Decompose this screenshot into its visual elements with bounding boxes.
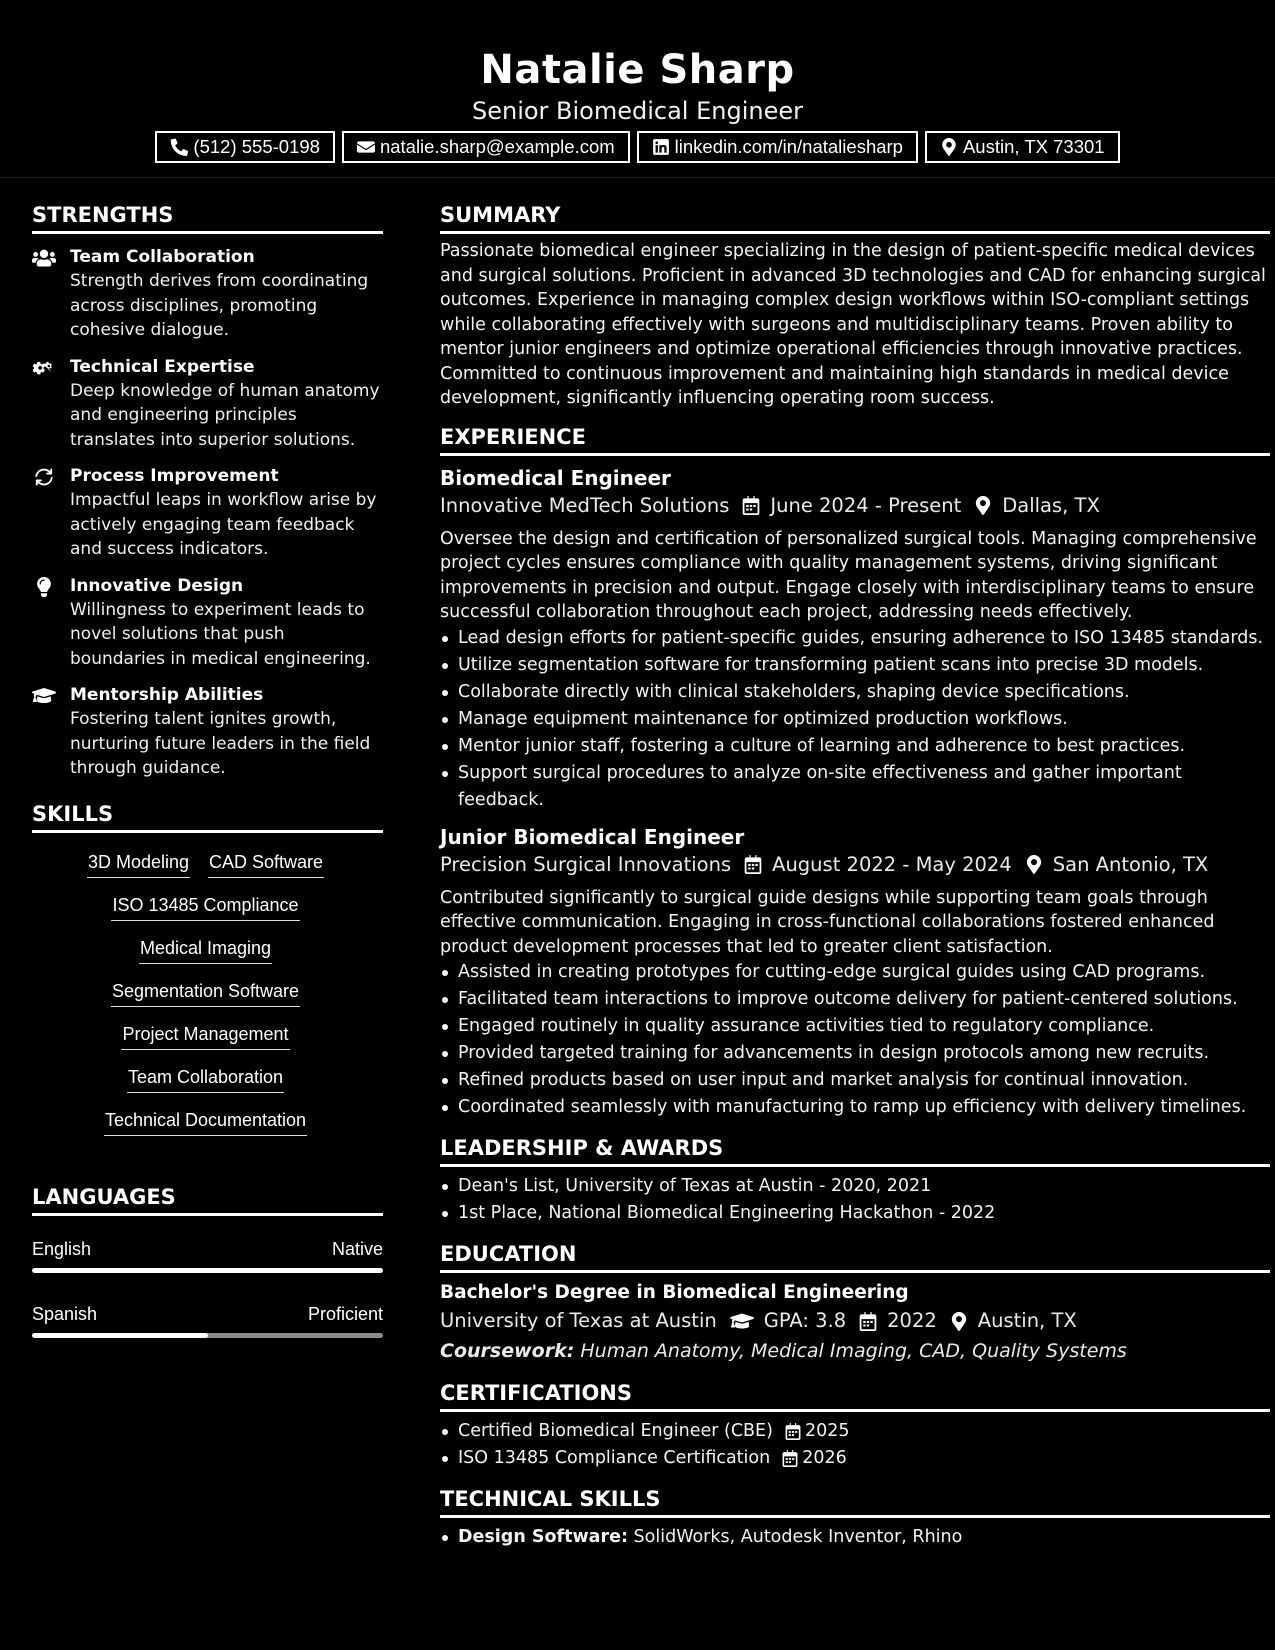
- job-company: Innovative MedTech Solutions: [440, 493, 730, 517]
- summary-text: Passionate biomedical engineer specializing in the design of patient-specific medical devices and surgical solutions. Proficient in advanced 3D technologies and CAD for enhancing surgical outcomes. Experience in managing complex design workflows within ISO-compliant settings while collaborating effectively with surgeons and multidisciplinary teams. Proven ability to mentor junior engineers and optimize operational efficiencies through innovative practices. Committed to continuous improvement and maintaining high standards in medical device development, significantly influencing operating room success.: [440, 241, 1266, 408]
- job-meta: [440, 850, 1270, 880]
- graduation-cap-icon: [730, 1312, 754, 1331]
- job-company: Precision Surgical Innovations: [440, 852, 732, 876]
- certifications-list: [440, 1418, 1270, 1472]
- strength-desc: Strength derives from coordinating across disciplines, promoting cohesive dialogue.: [70, 271, 369, 340]
- job-bullet: Utilize segmentation software for transforming patient scans into precise 3D models.: [440, 652, 1270, 679]
- candidate-name: Natalie Sharp: [480, 47, 795, 93]
- certification-year: 2026: [802, 1448, 847, 1468]
- job-bullet: Facilitated team interactions to improve outcome delivery for patient-centered solutions.: [440, 986, 1270, 1013]
- graduation-cap-icon: [32, 686, 56, 706]
- language-bar: [32, 1333, 383, 1338]
- education-gpa: GPA: 3.8: [763, 1309, 847, 1332]
- job-entry: [440, 824, 1270, 1122]
- languages-section: [32, 1184, 383, 1338]
- education-degree: Bachelor's Degree in Biomedical Engineering: [440, 1282, 909, 1303]
- technical-skill-label: Design Software:: [458, 1527, 628, 1547]
- strength-item: [32, 245, 383, 343]
- language-bar: [32, 1268, 383, 1273]
- language-item: [32, 1238, 383, 1273]
- education-location: Austin, TX: [977, 1309, 1077, 1332]
- linkedin-text: linkedin.com/in/nataliesharp: [674, 136, 903, 157]
- coursework-label: Coursework:: [440, 1340, 575, 1362]
- calendar-icon: [782, 1450, 798, 1467]
- calendar-icon: [785, 1423, 801, 1440]
- strength-desc: Willingness to experiment leads to novel solutions that push boundaries in medical engineering.: [70, 599, 371, 669]
- technical-skill-value: SolidWorks, Autodesk Inventor, Rhino: [633, 1527, 963, 1547]
- envelope-icon: [357, 138, 375, 156]
- language-bar-fill: [32, 1268, 383, 1273]
- language-level: Proficient: [307, 1303, 383, 1324]
- job-bullets: [440, 625, 1270, 814]
- job-entry: [440, 465, 1270, 814]
- job-dates: August 2022 - May 2024: [772, 852, 1012, 876]
- job-bullet: Lead design efforts for patient-specific guides, ensuring adherence to ISO 13485 standards.: [440, 625, 1270, 652]
- skills-section: [32, 801, 383, 1136]
- job-location: Dallas, TX: [1002, 493, 1100, 517]
- technical-skill-item: [440, 1524, 1270, 1551]
- skill-tag: ISO 13485 Compliance: [111, 892, 299, 921]
- job-title: Biomedical Engineer: [440, 465, 671, 490]
- education-meta: [440, 1306, 1270, 1336]
- certifications-section: [440, 1380, 1270, 1472]
- candidate-title: Senior Biomedical Engineer: [471, 97, 803, 125]
- certification-item: [440, 1445, 1270, 1472]
- left-column: [32, 178, 383, 1551]
- language-bar-fill: [32, 1333, 208, 1338]
- education-year: 2022: [887, 1309, 937, 1332]
- certification-item: [440, 1418, 1270, 1445]
- strength-desc: Fostering talent ignites growth, nurturing future leaders in the field through guidance.: [70, 709, 371, 778]
- coursework: [440, 1336, 1270, 1366]
- strength-title: Mentorship Abilities: [70, 685, 264, 705]
- language-name: English: [32, 1238, 92, 1259]
- map-pin-icon: [1025, 855, 1043, 874]
- email-text: natalie.sharp@example.com: [379, 136, 615, 157]
- technical-skills-list: [440, 1524, 1270, 1551]
- job-bullet: Support surgical procedures to analyze on-site effectiveness and gather important feedback.: [440, 760, 1270, 814]
- award-item: 1st Place, National Biomedical Engineering Hackathon - 2022: [440, 1200, 1270, 1227]
- map-pin-icon: [974, 496, 992, 515]
- lightbulb-icon: [32, 577, 56, 597]
- award-item: Dean's List, University of Texas at Austin - 2020, 2021: [440, 1173, 1270, 1200]
- education-school: University of Texas at Austin: [440, 1309, 717, 1332]
- job-dates: June 2024 - Present: [770, 493, 962, 517]
- experience-section: [440, 424, 1270, 1122]
- job-bullet: Manage equipment maintenance for optimized production workflows.: [440, 706, 1270, 733]
- resume-header: [0, 0, 1275, 178]
- job-bullet: Collaborate directly with clinical stakeholders, shaping device specifications.: [440, 679, 1270, 706]
- skill-tag: Medical Imaging: [139, 935, 272, 964]
- certification-year: 2025: [804, 1421, 850, 1441]
- job-title: Junior Biomedical Engineer: [440, 824, 745, 849]
- users-icon: [32, 248, 56, 268]
- skill-tag: Technical Documentation: [104, 1107, 307, 1136]
- main-column: [440, 178, 1270, 1551]
- job-bullet: Engaged routinely in quality assurance activities tied to regulatory compliance.: [440, 1013, 1270, 1040]
- strength-title: Team Collaboration: [70, 247, 255, 267]
- gears-icon: [32, 358, 56, 378]
- phone-text: (512) 555-0198: [193, 136, 320, 157]
- coursework-list: Human Anatomy, Medical Imaging, CAD, Quality Systems: [580, 1340, 1127, 1362]
- job-bullet: Refined products based on user input and market analysis for continual innovation.: [440, 1067, 1270, 1094]
- contact-phone[interactable]: [155, 131, 335, 163]
- job-description: Oversee the design and certification of personalized surgical tools. Managing comprehensive project cycles ensures compliance with quality management systems, driving significant improvements in precision and output. Engage closely with interdisciplinary teams to ensure successful collaboration throughout each project, addressing needs effectively.: [440, 528, 1257, 622]
- location-text: Austin, TX 73301: [962, 136, 1105, 157]
- linkedin-icon: [652, 138, 670, 156]
- skill-tag: CAD Software: [208, 849, 324, 878]
- experience-heading: EXPERIENCE: [440, 424, 1270, 456]
- job-bullets: [440, 959, 1270, 1121]
- skill-tag: Segmentation Software: [111, 978, 300, 1007]
- job-description: Contributed significantly to surgical guide designs while supporting team goals through effective communication. Engaging in cross-functional collaborations fostered enhanced product development processes that led to greater client satisfaction.: [440, 887, 1215, 957]
- contact-linkedin[interactable]: [637, 131, 918, 163]
- languages-heading: LANGUAGES: [32, 1184, 383, 1216]
- strength-item: [32, 355, 383, 453]
- strength-desc: Deep knowledge of human anatomy and engineering principles translates into superior solutions.: [70, 380, 380, 450]
- job-bullet: Provided targeted training for advancements in design protocols among new recruits.: [440, 1040, 1270, 1067]
- job-bullet: Assisted in creating prototypes for cutting-edge surgical guides using CAD programs.: [440, 959, 1270, 986]
- certification-name: Certified Biomedical Engineer (CBE): [458, 1421, 773, 1441]
- strength-title: Technical Expertise: [70, 356, 255, 377]
- awards-heading: LEADERSHIP & AWARDS: [440, 1135, 1270, 1167]
- skill-tag: Project Management: [121, 1021, 289, 1050]
- job-location: San Antonio, TX: [1052, 852, 1209, 876]
- contact-bar: [0, 131, 1275, 163]
- strength-title: Innovative Design: [70, 575, 244, 596]
- awards-list: [440, 1173, 1270, 1227]
- strength-item: [32, 464, 383, 562]
- language-name: Spanish: [32, 1303, 98, 1324]
- map-pin-icon: [940, 138, 958, 156]
- strength-item: [32, 683, 383, 781]
- awards-section: [440, 1135, 1270, 1227]
- strengths-section: [32, 202, 383, 781]
- technical-skills-section: [440, 1486, 1270, 1551]
- education-heading: EDUCATION: [440, 1241, 1270, 1273]
- strength-title: Process Improvement: [70, 466, 279, 486]
- language-level: Native: [331, 1238, 383, 1259]
- skill-tag: Team Collaboration: [127, 1064, 284, 1093]
- strength-desc: Impactful leaps in workflow arise by actively engaging team feedback and success indicators.: [70, 490, 377, 559]
- certifications-heading: CERTIFICATIONS: [440, 1380, 1270, 1412]
- map-pin-icon: [950, 1312, 968, 1331]
- certification-name: ISO 13485 Compliance Certification: [458, 1448, 771, 1468]
- calendar-icon: [744, 855, 762, 874]
- strength-item: [32, 574, 383, 672]
- strengths-heading: STRENGTHS: [32, 202, 383, 234]
- phone-icon: [170, 138, 188, 156]
- summary-heading: SUMMARY: [440, 202, 1270, 234]
- calendar-icon: [742, 496, 760, 515]
- contact-location[interactable]: [925, 131, 1120, 163]
- contact-email[interactable]: [342, 131, 630, 163]
- job-bullet: Coordinated seamlessly with manufacturing to ramp up efficiency with delivery timelines.: [440, 1094, 1270, 1121]
- technical-skills-heading: TECHNICAL SKILLS: [440, 1486, 1270, 1518]
- summary-section: [440, 202, 1270, 411]
- skills-heading: SKILLS: [32, 801, 383, 833]
- job-bullet: Mentor junior staff, fostering a culture of learning and adherence to best practices.: [440, 733, 1270, 760]
- language-item: [32, 1303, 383, 1338]
- sync-icon: [32, 467, 56, 487]
- calendar-icon: [859, 1312, 877, 1331]
- education-section: [440, 1241, 1270, 1366]
- skill-tag: 3D Modeling: [87, 849, 190, 878]
- job-meta: [440, 491, 1270, 521]
